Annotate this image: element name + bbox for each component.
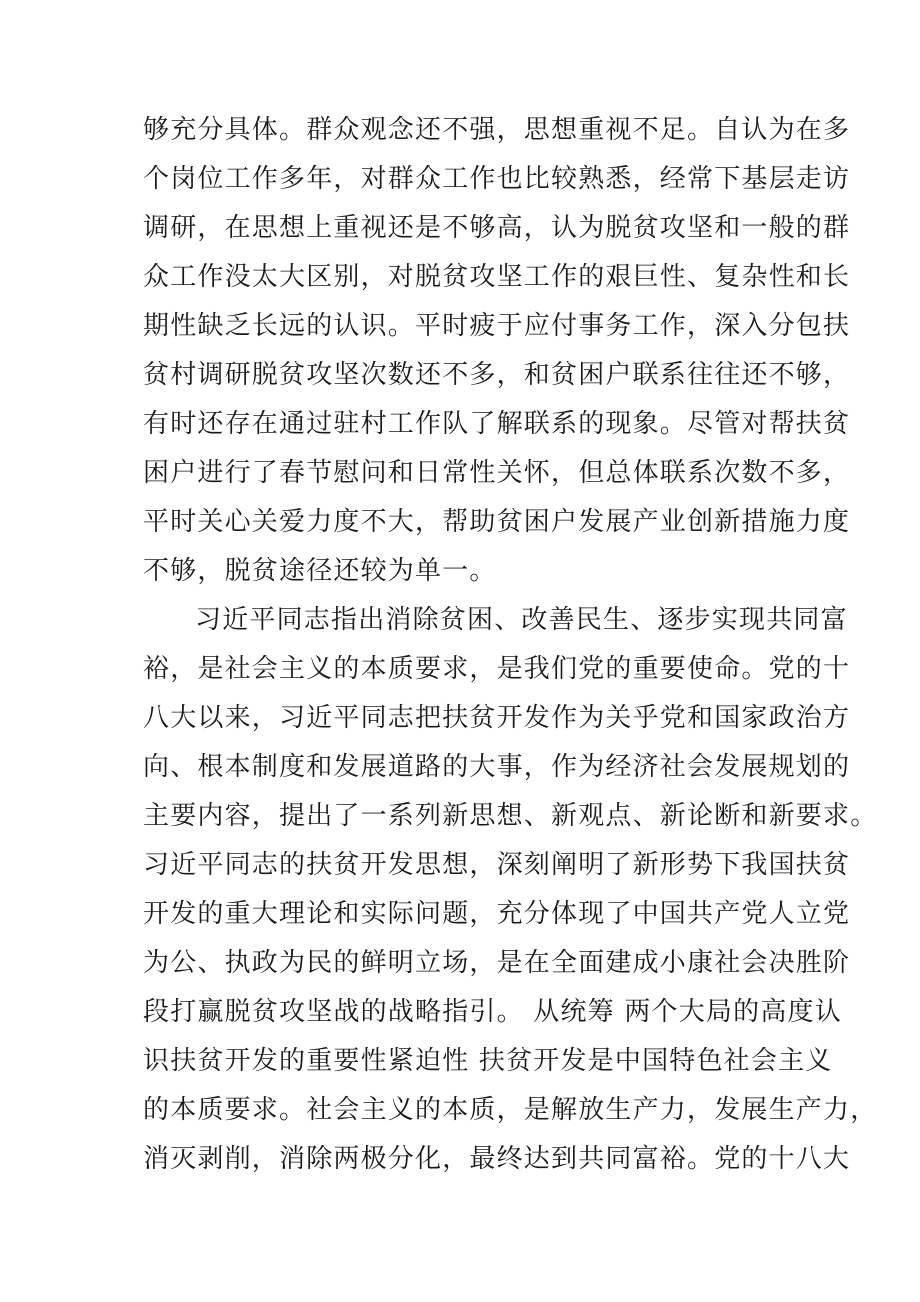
- text-line: 困户进行了春节慰问和日常性关怀，但总体联系次数不多，: [143, 458, 851, 488]
- text-line: 个岗位工作多年，对群众工作也比较熟悉，经常下基层走访: [143, 164, 851, 194]
- text-line: 向、根本制度和发展道路的大事，作为经济社会发展规划的: [143, 752, 851, 782]
- paragraph-first-line: 习近平同志指出消除贫困、改善民生、逐步实现共同富: [195, 605, 848, 635]
- text-line: 够充分具体。群众观念还不强，思想重视不足。自认为在多: [143, 115, 851, 145]
- text-line: 有时还存在通过驻村工作队了解联系的现象。尽管对帮扶贫: [143, 409, 851, 439]
- text-line: 习近平同志的扶贫开发思想，深刻阐明了新形势下我国扶贫: [143, 850, 851, 880]
- text-line: 裕，是社会主义的本质要求，是我们党的重要使命。党的十: [143, 654, 851, 684]
- text-line: 的本质要求。社会主义的本质，是解放生产力，发展生产力，: [143, 1095, 878, 1125]
- text-line: 消灭剥削，消除两极分化，最终达到共同富裕。党的十八大: [143, 1144, 851, 1174]
- text-line: 主要内容，提出了一系列新思想、新观点、新论断和新要求。: [143, 801, 878, 831]
- document-page: [143, 106, 878, 1184]
- text-line: 八大以来，习近平同志把扶贫开发作为关乎党和国家政治方: [143, 703, 851, 733]
- text-line: 调研，在思想上重视还是不够高，认为脱贫攻坚和一般的群: [143, 213, 851, 243]
- text-line: 众工作没太大区别，对脱贫攻坚工作的艰巨性、复杂性和长: [143, 262, 851, 292]
- text-line: 不够，脱贫途径还较为单一。: [143, 556, 497, 586]
- text-line: 段打赢脱贫攻坚战的战略指引。 从统筹 两个大局的高度认: [143, 997, 842, 1027]
- text-line: 平时关心关爱力度不大，帮助贫困户发展产业创新措施力度: [143, 507, 851, 537]
- text-line: 期性缺乏长远的认识。平时疲于应付事务工作，深入分包扶: [143, 311, 851, 341]
- text-line: 识扶贫开发的重要性紧迫性 扶贫开发是中国特色社会主义: [143, 1046, 833, 1076]
- text-line: 开发的重大理论和实际问题，充分体现了中国共产党人立党: [143, 899, 851, 929]
- text-line: 为公、执政为民的鲜明立场，是在全面建成小康社会决胜阶: [143, 948, 851, 978]
- text-line: 贫村调研脱贫攻坚次数还不多，和贫困户联系往往还不够，: [143, 360, 851, 390]
